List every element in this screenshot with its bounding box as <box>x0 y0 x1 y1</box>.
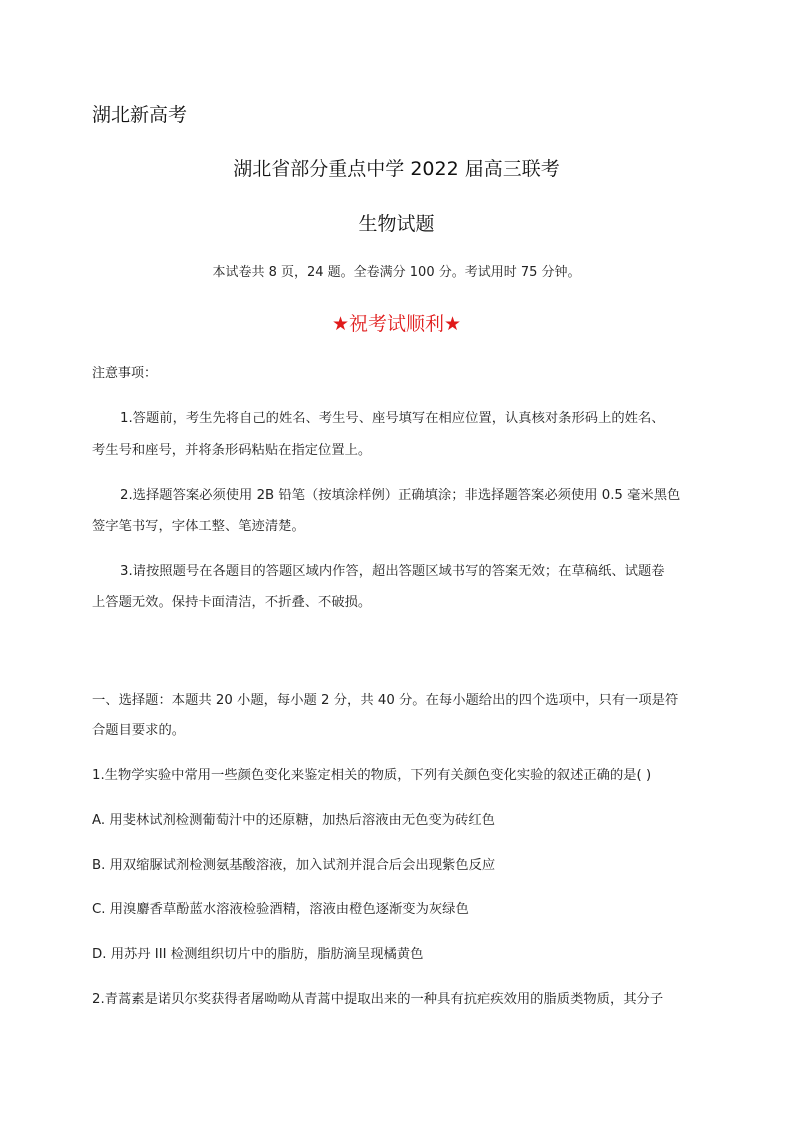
notice-item-2-line-2: 签字笔书写，字体工整、笔迹清楚。 <box>92 519 305 534</box>
question-1-stem: 1.生物学实验中常用一些颜色变化来鉴定相关的物质，下列有关颜色变化实验的叙述正确的是( ) <box>92 768 652 783</box>
notice-item-1-line-1: 1.答题前，考生先将自己的姓名、考生号、座号填写在相应位置，认真核对条形码上的姓名、 <box>120 411 665 426</box>
section-intro-line-2: 合题目要求的。 <box>92 723 186 738</box>
notice-item-3-line-2: 上答题无效。保持卡面清洁，不折叠、不破损。 <box>92 595 372 610</box>
section-intro-line-1: 一、选择题：本题共 20 小题，每小题 2 分，共 40 分。在每小题给出的四个选项中，只有一项是符 <box>92 693 679 708</box>
question-1-option-a: A. 用斐林试剂检测葡萄汁中的还原糖，加热后溶液由无色变为砖红色 <box>92 813 495 828</box>
question-1-option-c: C. 用溴麝香草酚蓝水溶液检验酒精，溶液由橙色逐渐变为灰绿色 <box>92 902 469 917</box>
notice-item-2-line-1: 2.选择题答案必须使用 2B 铅笔（按填涂样例）正确填涂；非选择题答案必须使用 0.5 毫米黑色 <box>120 488 681 503</box>
region-tag: 湖北新高考 <box>92 104 188 126</box>
exam-title: 湖北省部分重点中学 2022 届高三联考 <box>233 158 560 180</box>
question-1-option-b: B. 用双缩脲试剂检测氨基酸溶液，加入试剂并混合后会出现紫色反应 <box>92 858 496 873</box>
exam-info: 本试卷共 8 页，24 题。全卷满分 100 分。考试用时 75 分钟。 <box>212 265 581 280</box>
notice-item-1-line-2: 考生号和座号，并将条形码粘贴在指定位置上。 <box>92 443 372 458</box>
notice-item-3-line-1: 3.请按照题号在各题目的答题区域内作答，超出答题区域书写的答案无效；在草稿纸、试题卷 <box>120 564 665 579</box>
question-2-stem: 2.青蒿素是诺贝尔奖获得者屠呦呦从青蒿中提取出来的一种具有抗疟疾效用的脂质类物质，其分子 <box>92 992 664 1007</box>
notice-heading: 注意事项： <box>92 366 158 381</box>
good-luck-banner: ★祝考试顺利★ <box>331 313 462 335</box>
subject-title: 生物试题 <box>358 213 435 235</box>
question-1-option-d: D. 用苏丹 III 检测组织切片中的脂肪，脂肪滴呈现橘黄色 <box>92 947 424 962</box>
